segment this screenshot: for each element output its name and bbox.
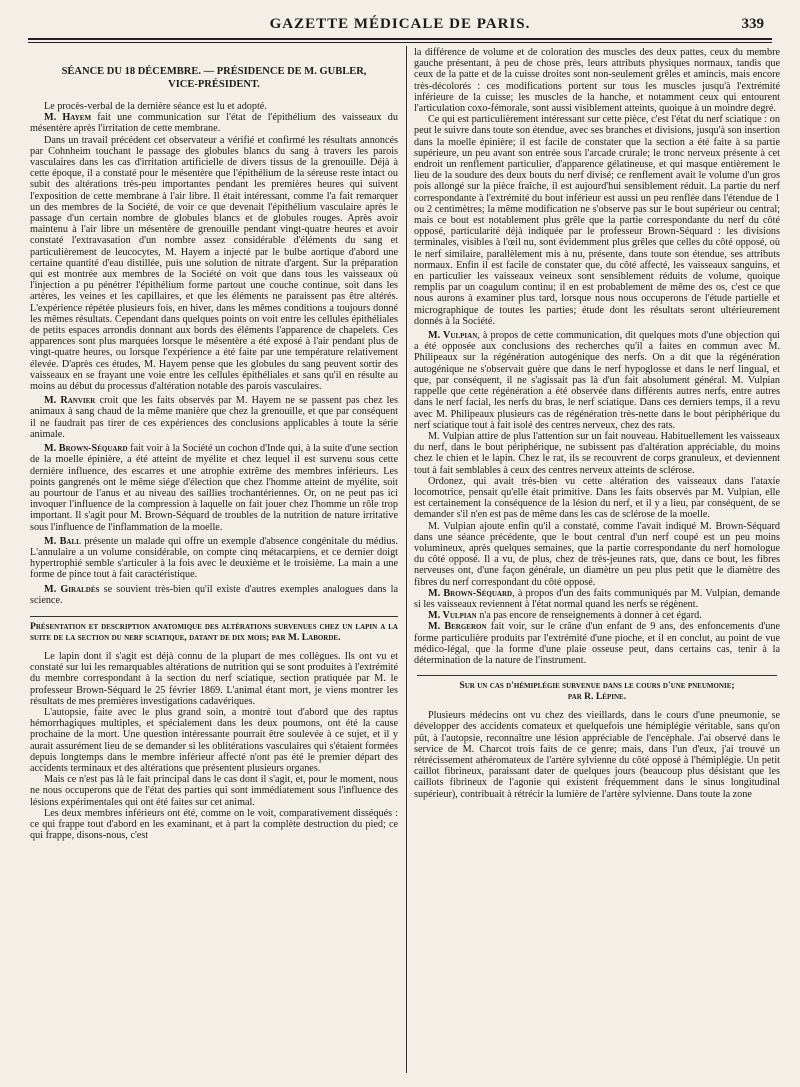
paragraph — [414, 610, 780, 621]
article-title — [30, 616, 398, 643]
article-title — [414, 675, 780, 702]
session-heading — [30, 65, 398, 91]
column-divider — [406, 46, 407, 1073]
paragraph-text: n'a pas encore de renseignements à donner à cet égard. — [476, 610, 702, 622]
paragraph: M. Vulpian attire de plus l'attention sur un fait nouveau. Habituellement les vaisseaux du nerf, dans le bout périphérique, ne subissent pas d'altération appréciable, du moins chez le chien et le lapin. Chez le rat, ils se recouvrent de corps granuleux, et deviennent tout à fait semblables à ceux des centres nerveux atteints de sclérose. — [414, 430, 780, 476]
paragraph-text: croit que les faits observés par M. Hayem ne se passent pas chez les animaux à sang chaud de la même manière que chez la grenouille, et que par conséquent il ne faudrait pas tirer de ces expériences des conclusions applicables à toute la série animale. — [30, 395, 398, 440]
paragraph: M. Vulpian ajoute enfin qu'il a constaté, comme l'avait indiqué M. Brown-Séquard dans une séance précédente, que le bout central d'un nerf coupé est un peu moins volumineux, après quelques semaines, que la partie correspondante du nerf homologue du côté opposé. Il a vu, de plus, chez de très-jeunes rats, que, dans ce bout, les fibres nerveuses ont, d'une façon générale, un diamètre un peu plus petit que le diamètre des fibres du nerf correspondant du côté opposé. — [414, 520, 780, 588]
paragraph-text: fait voir à la Société un cochon d'Inde qui, à la suite d'une section de la moelle épinière, a été atteint de myélite et chez lequel il est survenu sous cette dernière influence, des escarres et une atrophie extrême des membres inférieurs. Les points gangrenés ont le même siége d'élection que chez l'homme atteint de myélite, soit au pourtour de l'anus et au niveau des saillies trochantériennes. Or, on ne peut pas ici invoquer l'influence de la compression à laquelle on fait jouer chez l'homme un rôle trop important. Il s'agit pour M. Brown-Séquard de troubles de la nutrition de nature irritative sous l'influence de l'inflammation de la moelle. — [30, 443, 398, 533]
paragraph-text: fait voir, sur le crâne d'un enfant de 9 ans, des enfoncements d'une forme particulière produits par l'extrémité d'une pioche, et il en conclut, au point de vue médico-légal, que la forme d'une plaie osseuse peut, dans certains cas, tenir à la détermination de la nature de l'instrument. — [414, 621, 780, 666]
paragraph: Dans un travail précédent cet observateur a vérifié et confirmé les résultats annoncés par Cohnheim touchant le passage des globules blancs du sang à travers les parois vasculaires dans les cas d'irritation artificielle de divers tissus de la grenouille. Déjà à cette époque, il a constaté pour le mésentère que l'épithélium de la séreuse reste intact ou subit des altérations très-peu importantes pendant les premières heures qui suivent l'exposition de cette membrane à l'air libre. Il était intéressant, comme l'a fait remarquer un des membres de la Société, de voir ce que devenait l'épithélium vasculaire après le passage d'un certain nombre de globules blancs et de globules rouges. Après avoir maintenu à l'air libre un mésentère de grenouille pendant vingt-quatre heures et avoir constaté l'extravasation d'un nombre assez considérable d'éléments du sang et particulièrement de leucocytes, M. Hayem a injecté par le bulbe aortique d'abord une certaine quantité d'eau distillée, puis une solution de nitrate d'argent. Sur la préparation qui est montrée aux membres de la Société on voit que dans tous les vaisseaux où l'injection a pu pénétrer l'épithélium forme partout une couche continue, soit dans les artères, les veines et les capillaires, et que les éléments ne paraissent pas être altérés. L'expérience répétée plusieurs fois, en hiver, dans les mêmes conditions a toujours donné les mêmes résultats. Cependant dans quelques points on voit entre les cellules épithéliales de petits espaces arrondis donnant aux bords des éléments l'apparence de chapelets. Ces apparences sont plus marquées lorsque le mésentère a été exposé à l'air pendant plus de vingt-quatre heures, ou lorsque l'expérience a été faite par une température relativement élevée. D'après ces études, M. Hayem pense que les globules du sang peuvent sortir des vaisseaux en se frayant une voie entre les cellules épithéliales et sans qu'il en résulte au moins au début du processus d'altération notable des parois vasculaires. — [30, 134, 398, 393]
left-column — [30, 47, 398, 1081]
journal-title: GAZETTE MÉDICALE DE PARIS. — [269, 16, 531, 32]
paragraph-text: , à propos de cette communication, dit quelques mots d'une objection qui a été opposée aux conclusions des recherches qu'il a faites en commun avec M. Philipeaux sur la régénération autogénique des nerfs. On a dit que la régénération autogénique ne s'observait guère que dans le nerf hypoglosse et dans le nerf lingual, et que, par conséquent, il ne s'agissait pas là d'un fait absolument général. M. Vulpian rappelle que cette régénération a été observée dans différents autres nerfs, entre autres dans le nerf facial, les nerfs du bras, le nerf sciatique. Dans ces derniers temps, il a revu avec M. Philipeaux plusieurs cas de régénération très-nette dans le bout périphérique du nerf sciatique tout à fait isolé des centres nerveux, chez des rats. — [414, 330, 780, 431]
paragraph-text: présente un malade qui offre un exemple d'absence congénitale du médius. L'annulaire a un volume considérable, on compte cinq métacarpiens, et ce dernier doigt hypertrophié semble s'articuler à la fois avec le deuxième et le troisième. La main a une forme de pince tout à fait caractéristique. — [30, 535, 398, 581]
paragraph — [414, 621, 780, 666]
speaker-name: M. Ball — [44, 535, 81, 547]
speaker-name: M. Vulpian — [428, 610, 477, 622]
speaker-name: M. Brown-Séquard — [44, 443, 128, 455]
speaker-name: M. Vulpian — [428, 330, 478, 342]
paragraph: Plusieurs médecins ont vu chez des vieillards, dans le cours d'une pneumonie, se développer des accidents comateux et quelquefois une hémiplégie véritable, sans qu'on pût, à l'autopsie, reconnaître une lésion appréciable de l'encéphale. J'ai observé dans le service de M. Charcot trois faits de ce genre; mais, dans l'un d'eux, j'ai trouvé un rétrécissement athéromateux de l'artère sylvienne du côté opposé à l'hémiplégie. Un petit caillot fibrineux, paraissant dater de quelques jours (beaucoup plus désistant que les caillots fibrineux de l'agonie qui existent fréquemment dans le sinus longitudinal supérieur), contribuait à rétrécir la lumière de l'artère sylvienne. Dans toute la zone — [414, 710, 780, 800]
paragraph: la différence de volume et de coloration des muscles des deux pattes, ceux du membre gauche présentant, à peu de chose près, leurs attributs physiques normaux, tandis que ceux de la patte et de la cuisse droites sont non-seulement grêles et amincis, mais encore très-décolorés : ces modifications portent sur tous les muscles jusqu'à l'extrémité inférieure de la cuisse; les muscles de la hanche, et notamment ceux qui entourent l'articulation coxo-fémorale, sont aussi visiblement atteints, quoique à un moindre degré. — [414, 47, 780, 115]
section-rule — [30, 616, 398, 617]
paragraph — [414, 330, 780, 431]
speaker-name: M. Hayem — [44, 112, 92, 124]
paragraph: Le lapin dont il s'agit est déjà connu de la plupart de mes collègues. Ils ont vu et constaté sur lui les remarquables altérations de nutrition qui se sont produites à l'extrémité du membre correspondant à la section du nerf sciatique, section pratiquée par M. le professeur Brown-Séquard le 25 février 1869. L'animal étant mort, je viens montrer les résultats de mes premières investigations cadavériques. — [30, 650, 398, 707]
paragraph-text: , à propos d'un des faits communiqués par M. Vulpian, demande si les vaisseaux reviennent à l'état normal quand les nerfs se régènent. — [414, 587, 780, 610]
paragraph-text: se souvient très-bien qu'il existe d'autres exemples analogues dans la science. — [30, 583, 398, 606]
paragraph-text: fait une communication sur l'état de l'épithélium des vaisseaux du mésentère après l'irritation de cette membrane. — [30, 112, 398, 135]
paragraph — [30, 443, 398, 533]
page-number: 339 — [741, 16, 764, 32]
article-title-line2: par R. Lépine. — [567, 691, 627, 703]
paragraph: Ordonez, qui avait très-bien vu cette altération des vaisseaux dans l'ataxie locomotrice, pensait qu'elle était primitive. Dans les faits observés par M. Vulpian, elle est certainement la conséquence de la lésion du nerf, et il y a lieu, par conséquent, de se demander s'il n'en est pas de même dans les cas de sclérose de la moelle. — [414, 475, 780, 521]
speaker-name: M. Giraldès — [44, 583, 100, 595]
header-rule — [28, 38, 772, 40]
section-rule — [417, 675, 777, 676]
right-column — [414, 47, 780, 1081]
paragraph: Ce qui est particulièrement intéressant sur cette pièce, c'est l'état du nerf sciatique : on peut le suivre dans toute son étendue, avec ses branches et divisions, jusqu'à son insertion dans la moelle épinière; il est facile de constater que la section a été faite à sa partie supérieure, un peu avant son entrée sous l'arcade crurale; le tronc nerveux présente à cet endroit un renflement particulier, d'apparence gélatineuse, et qui masque entièrement le lieu de la soudure des deux bouts du nerf divisé; ce renflement avait le volume d'un gros pois allongé sur la pièce fraîche, il est aujourd'hui sensiblement réduit. La partie du nerf correspondante à l'extrémité du bout inférieur est aussi un peu renflée dans l'étendue de 1 ou 2 centimètres; la même modification ne s'observe pas sur le bout supérieur ou central; mais ce bout est notablement plus grêle que la partie correspondante du nerf du côté opposé, particularité déjà indiquée par le professeur Brown-Séquard : les divisions terminales, visibles à l'œil nu, sont évidemment plus grêles que celles du côté opposé, où le nerf similaire, parallèlement mis à nu, présente, dans toute son étendue, ses attributs normaux. Enfin il est facile de constater que, du côté affecté, les vaisseaux sanguins, et en particulier les vaisseaux veineux sont sensiblement réduits de volume, quoique remplis par un coagulum continu; il en est probablement de même des os, c'est ce que nous aurons à examiner plus tard, lorsque nous nous occuperons de l'étude partielle et micrographique de toutes les parties; étude dont les résultats seront ultérieurement donnés à la Société. — [414, 114, 780, 327]
header-rule-thin — [28, 42, 772, 43]
speaker-name: M. Ranvier — [44, 395, 96, 407]
paragraph: Le procès-verbal de la dernière séance est lu et adopté. — [44, 101, 267, 112]
speaker-name: M. Bergeron — [428, 621, 487, 633]
paragraph: Mais ce n'est pas là le fait principal dans le cas dont il s'agit, et, pour le moment, nous ne nous occuperons que de l'état des parties qui sont immédiatement sous l'influence des lésions expérimentales qui ont été faites sur cet animal. — [30, 774, 398, 808]
article-title-line1: Sur un cas d'hémiplégie survenue dans le cours d'une pneumonie; — [459, 680, 735, 692]
paragraph — [30, 112, 398, 134]
session-heading-line1: SÉANCE DU 18 DÉCEMBRE. — PRÉSIDENCE DE M. GUBLER, — [61, 66, 367, 77]
paragraph — [30, 584, 398, 606]
article-title-text: Présentation et description anatomique des altérations survenues chez un lapin a la suite de la section du nerf sciatique, datant de dix mois; par M. Laborde. — [30, 620, 398, 643]
paragraph — [30, 536, 398, 581]
paragraph — [414, 588, 780, 610]
paragraph: Les deux membres inférieurs ont été, comme on le voit, comparativement disséqués : ce qui frappe tout d'abord en les examinant, et à part la complète destruction du pied; ce qui frappe, disons-nous, c'est — [30, 807, 398, 842]
paragraph: L'autopsie, faite avec le plus grand soin, a montré tout d'abord que des raptus hémorrhagiques multiples, et spécialement dans les deux poumons, ont été la cause prochaine de la mort. Une question intéressante pourrait être soulevée à ce sujet, et il y aurait assurément lieu de se demander si les oblitérations vasculaires qui s'étaient formées depuis longtemps dans le membre inférieur affecté n'ont pas été le premier départ des accidents terminaux et des altérations que présentent plusieurs organes. — [30, 706, 398, 774]
session-heading-line2: VICE-PRÉSIDENT. — [168, 79, 260, 90]
speaker-name: M. Brown-Séquard — [428, 587, 513, 599]
paragraph — [30, 395, 398, 440]
